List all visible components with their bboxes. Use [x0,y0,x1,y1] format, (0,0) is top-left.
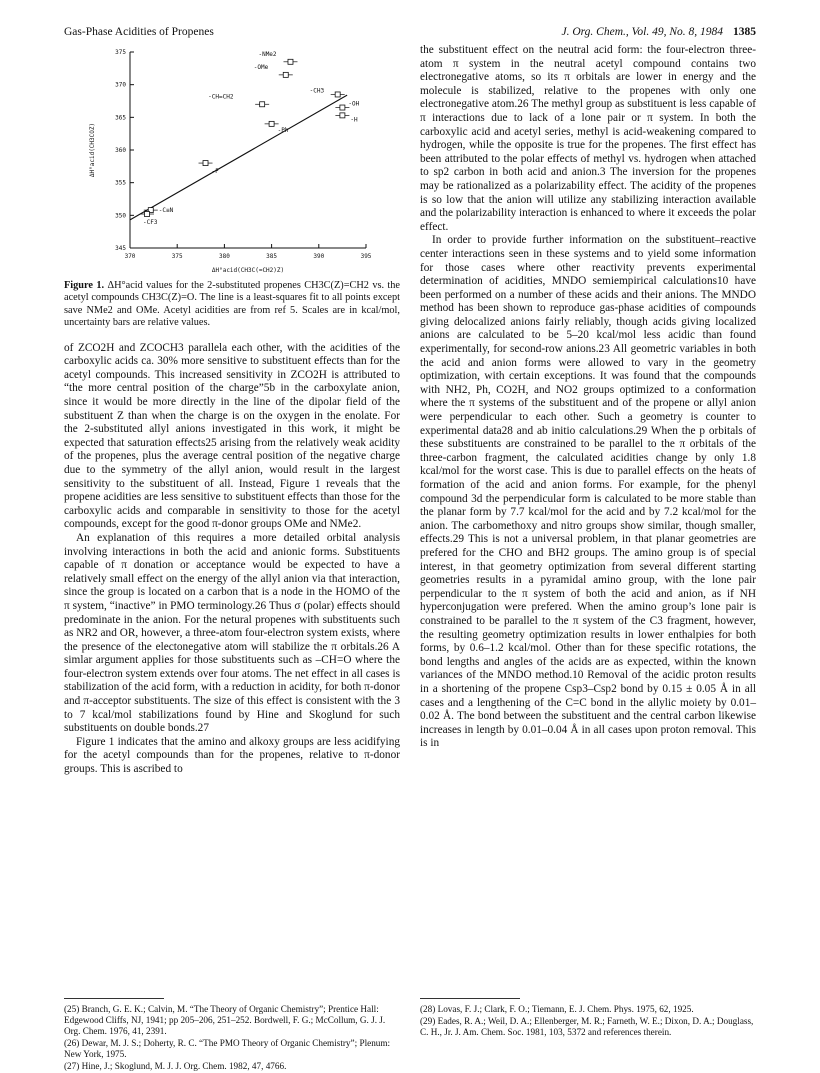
footnotes-right [420,1004,756,1039]
data-point [144,212,149,217]
point-label: -C≡N [158,207,174,215]
y-tick-label: 375 [115,49,126,56]
y-tick-label: 355 [115,179,126,187]
y-tick-label: 350 [115,212,126,220]
footnotes-left [64,1004,400,1073]
point-label: -NMe2 [258,50,277,58]
data-point [260,102,265,107]
footnote-rule-right [420,998,520,999]
data-point [288,59,293,64]
x-tick-label: 390 [313,253,325,260]
point-label: -H [350,116,358,124]
data-point [203,161,208,166]
data-point [269,121,274,126]
x-tick-label: 375 [171,253,183,260]
page-number: 1385 [733,26,756,38]
running-head [64,26,756,42]
point-label: -CF3 [142,219,158,227]
left-paragraph-3: Figure 1 indicates that the amino and alkoxy groups are less acidifying for the acetyl compounds than for the propenes, relative to π-donor groups. This is ascribed to [64,735,400,776]
fit-line [130,95,347,220]
y-tick-label: 365 [115,114,126,122]
figure-1 [64,44,400,276]
x-tick-label: 380 [218,253,230,260]
caption-text: ΔH°acid values for the 2-substituted propenes CH3C(Z)=CH2 vs. the acetyl compounds CH3C(Z)=O. The line is a least-squares fit to all points except save NMe2 and OMe. Acetyl acidities are from ref 5. Scales are in kcal/mol, uncertainty bars are relative values. [64,280,400,329]
figure-1-caption [64,280,400,330]
data-point [283,72,288,77]
footnote-25: (25) Branch, G. E. K.; Calvin, M. “The Theory of Organic Chemistry”; Prentice Hall: Edgewood Cliffs, NJ, 1941; pp 205–206, 251–252. Bordwell, F. G.; McCollum, G. J. J. Org. Chem. 1976, 41, 2391. [64,1004,386,1036]
left-paragraph-1: of ZCO2H and ZCOCH3 parallela each other, with the acidities of the carboxylic acids ca. 30% more sensitive to substituent effects than for the acetyl compounds. This increased sensitivity in ZCO2H is attributed to “the more central position of the charge”5b in the carboxylate anion, since it would be more directly in the line of the dipolar field of the substituent Z than when the charge is on the oxygen in the enolate. For the 2-substituted allyl anions investigated in this work, it might be expected that saturation effects25 arising from the relatively weak acidity of the propenes, plus the average central position of the negative charge due to the symmetry of the allyl anion, would result in the largest sensitivity to the substituent of all. Instead, Figure 1 reveals that the propene acidities are less sensitive to substituent effects than those for the carboxylic acids and comparable in sensitivity to those for the acetyl compounds, except for the good π-donor groups OMe and NMe2. [64,341,400,531]
y-axis-title: ΔH°acid(CH3COZ) [89,122,96,178]
data-point [340,105,345,110]
x-axis-title: ΔH°acid(CH3C(=CH2)Z) [211,267,285,274]
data-point [335,92,340,97]
running-title: Gas-Phase Acidities of Propenes [64,26,214,38]
right-paragraph-2: In order to provide further information on the substituent–reactive center interactions seen in these systems and to yield some information for those cases where other reactivity prevents experimental determination of acidities, MNDO semiempirical calculations10 have been performed on a number of these acids and their anions. The MNDO method has been shown to reproduce gas-phase acidities of compounds giving delocalized anions fairly reliably, though acids giving localized anions are calculated to be 5–20 kcal/mol less acidic than found experimentally, for second-row anions.23 All geometric variables in both the acid and anion forms were allowed to vary in the geometry optimization, with certain exceptions. It was found that the compounds with NH2, Ph, CO2H, and NO2 groups optimized to a conformation where the π systems of the substituent and of the propene or allyl anion were perpendicular to each other. Such a geometry is counter to experimental data28 and ab initio calculations.29 When the p orbitals of these substituents are constrained to be parallel to the π orbitals of the three-carbon fragment, the calculated acidities change by only 1.8 kcal/mol for the worst case. This is due to parallel effects on the heats of formation of the acid and anion forms. For example, for the phenyl compound 3d the perpendicular form is calculated to be more stable than the planar form by 7.7 kcal/mol for the acid and by 7.2 kcal/mol for the anion. The carbomethoxy and nitro groups show similar, though smaller, effects.29 This is not a universal problem, in that planar geometries are prefered for the CHO and BH2 groups. The amino group is of special interest, in that geometry optimization from several different starting geometries results in a pyramidal amino group, with the lone pair perpendicular to the π system of both the acid and anion, as if NH hyperconjugation were prefered. When the amino group’s lone pair is constrained to be parallel to the π system of the C3 fragment, however, the resulting geometry optimization results in lower enthalpies for both forms, by 0.6–1.2 kcal/mol. Other than for these specific rotations, the bond lengths and angles of the acids are as expected, within the known variances of the MNDO method.10 Removal of the acidic proton results in a shortening of the propene Csp3–Csp2 bond by 0.15 ± 0.05 Å in all cases and a lengthening of the C=C bond in the allylic moiety by 0.01–0.02 Å. The bond between the substituent and the central carbon likewise increases in length by 0.01–0.04 Å in all cases upon proton removal. This is in [420,234,756,750]
data-point [340,113,345,118]
footnote-29: (29) Eades, R. A.; Weil, D. A.; Ellenberger, M. R.; Farneth, W. E.; Dixon, D. A.; Douglass, C. H., Jr. J. Am. Chem. Soc. 1981, 103, 5372 and references therein. [420,1016,754,1037]
point-label: -OH [348,100,360,108]
point-label: -CH=CH2 [208,93,234,101]
y-tick-label: 360 [115,147,126,154]
footnote-27: (27) Hine, J.; Skoglund, M. J. J. Org. Chem. 1982, 47, 4766. [64,1061,287,1071]
y-tick-label: 345 [115,245,126,252]
y-tick-label: 370 [115,81,126,89]
footnote-rule-left [64,998,164,999]
journal-info [561,26,756,38]
right-paragraph-1: the substituent effect on the neutral acid form: the four-electron three-atom π system in the neutral acetyl compound contains two electronegative atoms, so its π orbitals are lower in energy and the molecule is stabilized, relative to the propenes with only one electronegative atom.26 The methyl group as substituent is less capable of π interactions due to lack of a lone pair or π system. In both the carboxylic acid and acetyl series, methyl is acid-weakening compared to hydrogen, while the opposite is true for the propenes. The first effect has been attributed to the polar effects of methyl vs. hydrogen when attached to sp2 carbon in both acid and anion.3 The inversion for the propenes may be rationalized as a polarizability effect. The acidity of the propenes is so low that the anion will utilize any stabilizing interaction available and the polarizability interaction is enhanced to where it exceeds the polar effect. [420,44,756,233]
x-tick-label: 385 [266,253,278,260]
right-column [420,44,756,751]
figure-1-chart [64,44,400,276]
point-label: -CH3 [309,87,325,95]
footnote-26: (26) Dewar, M. J. S.; Doherty, R. C. “The PMO Theory of Organic Chemistry”; Plenum: New York, 1975. [64,1038,391,1059]
left-column [64,44,400,777]
point-label: -Ph [277,126,289,134]
point-label: -OMe [253,63,269,71]
point-label: -F [211,168,219,176]
x-tick-label: 395 [360,253,372,260]
x-tick-label: 370 [124,253,136,260]
journal-citation: J. Org. Chem., Vol. 49, No. 8, 1984 [561,26,723,38]
footnote-28: (28) Lovas, F. J.; Clark, F. O.; Tiemann, E. J. Chem. Phys. 1975, 62, 1925. [420,1004,694,1014]
caption-label: Figure 1. [64,280,105,291]
left-paragraph-2: An explanation of this requires a more detailed orbital analysis involving interactions in both the acid and anionic forms. Substituents capable of π donation or acceptance would be expected to have a relatively small effect on the energy of the allyl anion via that interaction, since the group is located on a carbon that is a node in the HOMO of the π system, “inactive” in PMO terminology.26 Thus σ (polar) effects should predominate in the anion. For the netural propenes with substituents such as NR2 and OR, however, a three-atom four-electron system exists, where the presence of the electonegative atom will stabilize the π orbitals.26 A simlar argument applies for those substituents such as –CH=O where the four-electron system extends over four atoms. The net effect in all cases is stabilization of the acid form, with a reduction in acidity, for both π-donor and π-acceptor substituents. The size of this effect is consistent with the 3 to 7 kcal/mol stabilizations found by Hine and Skoglund for such substituents on double bonds.27 [64,531,400,735]
